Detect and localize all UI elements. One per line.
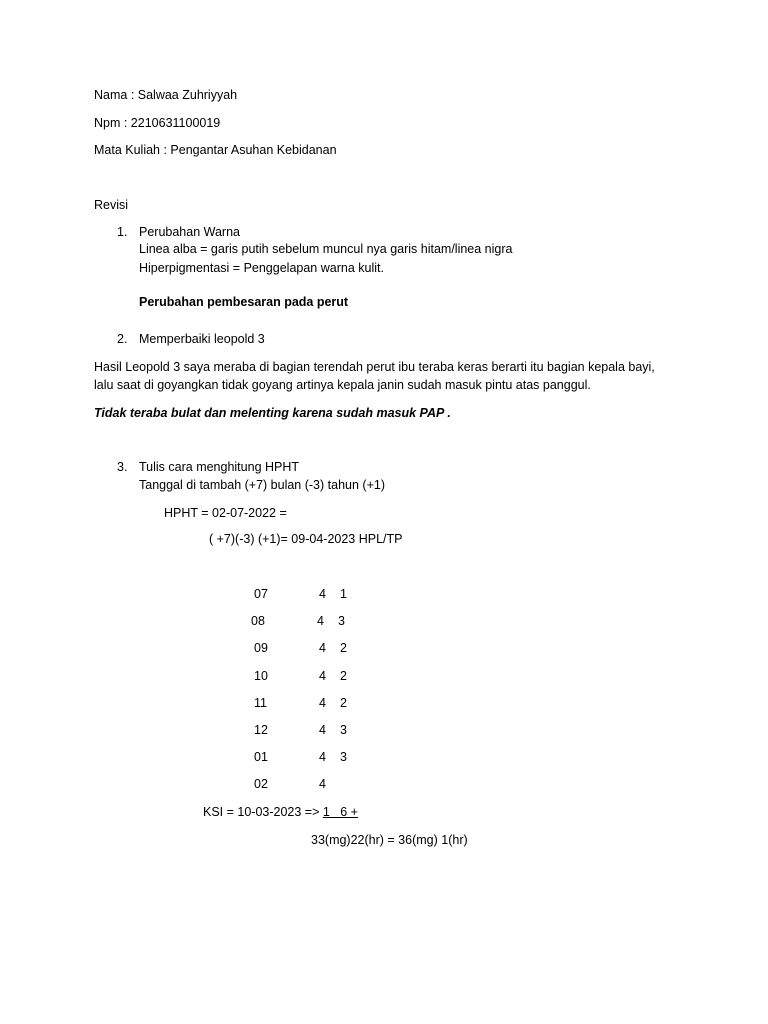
item-1-subtitle: Perubahan pembesaran pada perut (139, 295, 349, 309)
item-1-number: 1. (117, 225, 128, 239)
student-npm: Npm : 2210631100019 (94, 116, 221, 130)
table-row-7-col-b: 3 (340, 750, 347, 764)
table-row-6-col-b: 3 (340, 723, 347, 737)
table-row-2-month: 08 (251, 614, 265, 628)
calc-line: ( +7)(-3) (+1)= 09-04-2023 HPL/TP (209, 532, 403, 546)
item-2-title: Memperbaiki leopold 3 (139, 332, 265, 346)
item-2-number: 2. (117, 332, 128, 346)
table-row-6-col-a: 4 (319, 723, 326, 737)
item-3-title: Tulis cara menghitung HPHT (139, 460, 300, 474)
hpht-line: HPHT = 02-07-2022 = (164, 506, 287, 520)
ksi-line (203, 805, 358, 819)
revisi-label: Revisi (94, 198, 129, 212)
table-row-4-month: 10 (254, 669, 268, 683)
item-1-line-1: Linea alba = garis putih sebelum muncul nya garis hitam/linea nigra (139, 242, 513, 256)
leopold-paragraph-line-2: lalu saat di goyangkan tidak goyang artinya kepala janin sudah masuk pintu atas panggul. (94, 378, 591, 392)
table-row-5-month: 11 (254, 696, 267, 710)
course-name: Mata Kuliah : Pengantar Asuhan Kebidanan (94, 143, 337, 157)
student-name: Nama : Salwaa Zuhriyyah (94, 88, 238, 102)
leopold-paragraph-line-1: Hasil Leopold 3 saya meraba di bagian terendah perut ibu teraba keras berarti itu bagian kepala bayi, (94, 360, 655, 374)
table-row-1-col-b: 1 (340, 587, 347, 601)
table-row-5-col-a: 4 (319, 696, 326, 710)
table-row-5-col-b: 2 (340, 696, 347, 710)
table-row-1-month: 07 (254, 587, 268, 601)
table-row-7-col-a: 4 (319, 750, 326, 764)
table-row-3-month: 09 (254, 641, 268, 655)
table-row-8-col-a: 4 (319, 777, 326, 791)
result-line: 33(mg)22(hr) = 36(mg) 1(hr) (311, 833, 468, 847)
ksi-prefix: KSI = 10-03-2023 => (203, 805, 323, 819)
table-row-2-col-b: 3 (338, 614, 345, 628)
table-row-6-month: 12 (254, 723, 268, 737)
table-row-4-col-a: 4 (319, 669, 326, 683)
item-3-line: Tanggal di tambah (+7) bulan (-3) tahun (+1) (139, 478, 385, 492)
ksi-underlined: 1 6 + (322, 805, 358, 819)
table-row-8-month: 02 (254, 777, 268, 791)
table-row-3-col-a: 4 (319, 641, 326, 655)
item-3-number: 3. (117, 460, 128, 474)
table-row-7-month: 01 (254, 750, 268, 764)
table-row-2-col-a: 4 (317, 614, 324, 628)
table-row-4-col-b: 2 (340, 669, 347, 683)
italic-note: Tidak teraba bulat dan melenting karena sudah masuk PAP . (94, 406, 451, 420)
table-row-1-col-a: 4 (319, 587, 326, 601)
table-row-3-col-b: 2 (340, 641, 347, 655)
item-1-title: Perubahan Warna (139, 225, 240, 239)
item-1-line-2: Hiperpigmentasi = Penggelapan warna kulit. (139, 261, 384, 275)
